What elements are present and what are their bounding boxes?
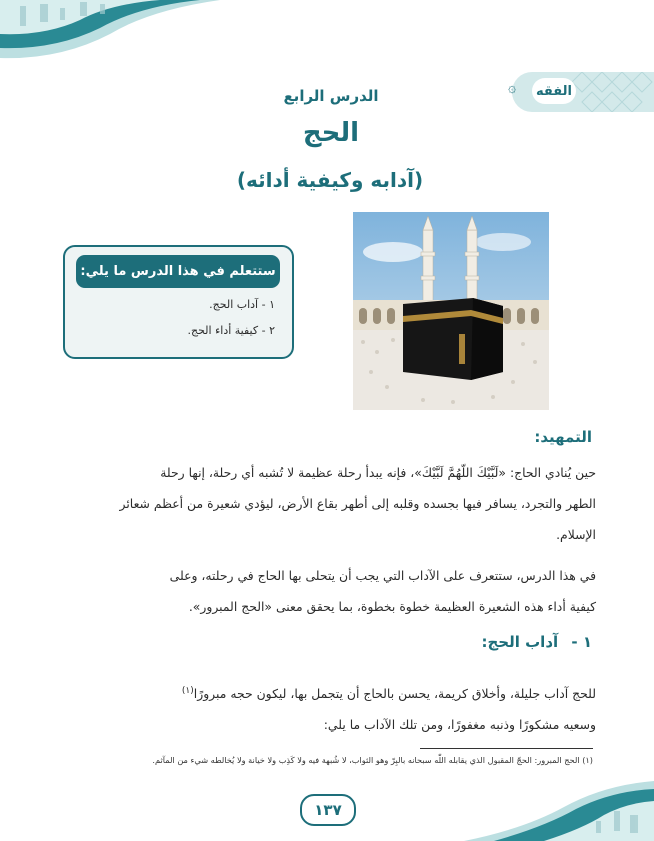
footnote-divider xyxy=(420,748,593,749)
intro-heading: التمهيد: xyxy=(534,428,592,446)
lesson-label: الدرس الرابع xyxy=(283,87,379,105)
objective-item: ١ - آداب الحج. xyxy=(209,298,275,311)
intro-paragraph-1 xyxy=(46,457,596,550)
section-number: ١ - xyxy=(571,633,592,651)
page-title: الحج xyxy=(302,118,360,148)
paragraph-line xyxy=(46,676,596,709)
flourish-icon: ۞ xyxy=(508,80,517,96)
intro-paragraph-2 xyxy=(46,560,596,622)
page-subtitle: (آدابه وكيفية أدائه) xyxy=(236,168,424,192)
footnote-marker: (١) xyxy=(181,686,194,696)
paragraph-line: كيفية أداء هذه الشعيرة العظيمة خطوة بخطوة، بما يحقق معنى «الحج المبرور». xyxy=(188,599,596,614)
corner-ornament-top xyxy=(0,0,220,60)
paragraph-line-text: للحج آداب جليلة، وأخلاق كريمة، يحسن بالحاج أن يتجمل بها، ليكون حجه مبرورًا xyxy=(193,686,596,702)
paragraph-line: وسعيه مشكورًا وذنبه مغفورًا، ومن تلك الآداب ما يلي: xyxy=(323,717,596,733)
section-title: آداب الحج: xyxy=(481,633,559,651)
section-paragraph xyxy=(46,676,596,740)
kaaba-photo-icon xyxy=(353,212,549,410)
page-number: ١٣٧ xyxy=(300,794,356,826)
paragraph-line: الطهر والتجرد، يسافر فيها بجسده وقلبه إلى أطهر بقاع الأرض، ليؤدي شعيرة من أعظم شعائر xyxy=(119,496,596,511)
paragraph-line: الإسلام. xyxy=(556,527,596,542)
paragraph-line: في هذا الدرس، ستتعرف على الآداب التي يجب أن يتحلى بها الحاج في رحلته، وعلى xyxy=(169,568,596,583)
objective-item: ٢ - كيفية أداء الحج. xyxy=(187,324,275,337)
objectives-heading: ستتعلم في هذا الدرس ما يلي: xyxy=(76,255,280,288)
section-heading xyxy=(420,633,592,651)
paragraph-line: حين يُنادي الحاج: «لَبَّيْكَ اللّهُمَّ لَبَّيْكَ»، فإنه يبدأ رحلة عظيمة لا تُشبه أي رحلة، إنها رحلة xyxy=(160,465,596,480)
footnote: (١) الحج المبرور: الحجّ المقبول الذي يقابله اللّٰه سبحانه بالبِرّ وهو الثواب، لا شُبهة فيه ولا كَذِب ولا خيانة ولا يُخالطه شيء من المآثم. xyxy=(152,755,593,765)
corner-ornament-bottom xyxy=(464,771,654,841)
subject-label: الفقه xyxy=(532,78,576,104)
